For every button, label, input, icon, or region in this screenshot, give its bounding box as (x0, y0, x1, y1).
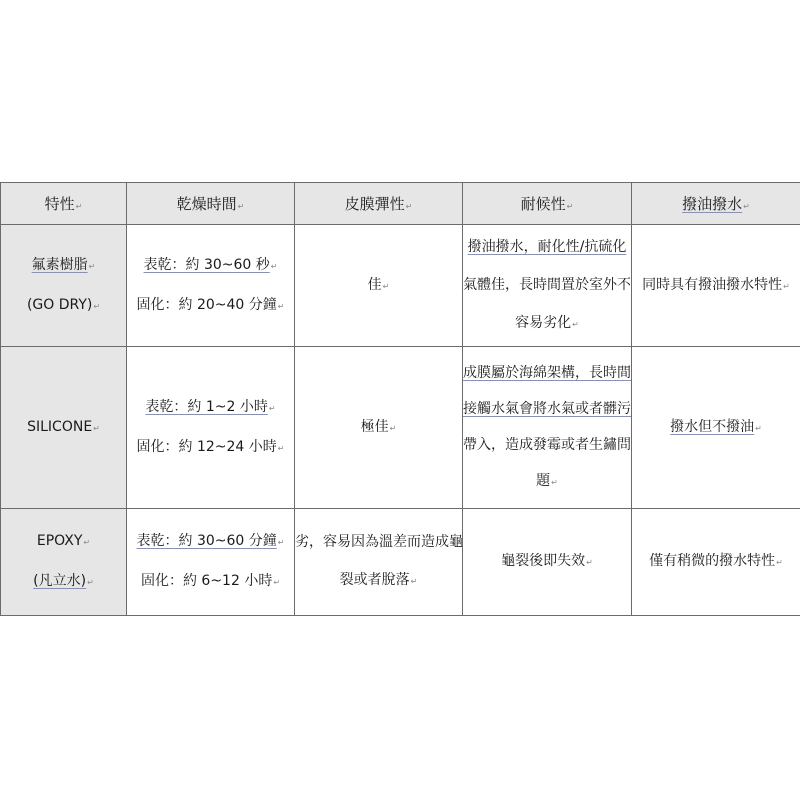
drying-cell: 表乾：約 30~60 分鐘↵ 固化：約 6~12 小時↵ (127, 509, 295, 616)
header-row (1, 183, 800, 225)
row-label-cell: EPOXY↵ (凡立水)↵ (1, 509, 127, 616)
repellency-cell: 僅有稍微的撥水特性↵ (632, 509, 800, 616)
weather-cell: 撥油撥水，耐化性/抗硫化 氣體佳，長時間置於室外不 容易劣化↵ (463, 225, 632, 347)
header-cell-film-elasticity: 皮膜彈性↵ (295, 183, 463, 225)
header-cell-oil-water-repellency: 撥油撥水↵ (632, 183, 800, 225)
elasticity-cell: 佳↵ (295, 225, 463, 347)
repellency-cell: 撥水但不撥油↵ (632, 347, 800, 509)
header-cell-weather-resistance: 耐候性↵ (463, 183, 632, 225)
repellency-cell: 同時具有撥油撥水特性↵ (632, 225, 800, 347)
table-row (1, 509, 800, 616)
table-row (1, 225, 800, 347)
row-label-cell: 氟素樹脂↵ (GO DRY)↵ (1, 225, 127, 347)
drying-cell: 表乾：約 30~60 秒↵ 固化：約 20~40 分鐘↵ (127, 225, 295, 347)
elasticity-cell: 劣，容易因為溫差而造成龜 裂或者脫落↵ (295, 509, 463, 616)
table-row (1, 347, 800, 509)
header-cell-property: 特性↵ (1, 183, 127, 225)
elasticity-cell: 極佳↵ (295, 347, 463, 509)
header-cell-drying-time: 乾燥時間↵ (127, 183, 295, 225)
weather-cell: 龜裂後即失效↵ (463, 509, 632, 616)
drying-cell: 表乾：約 1~2 小時↵ 固化：約 12~24 小時↵ (127, 347, 295, 509)
row-label-cell: SILICONE↵ (1, 347, 127, 509)
weather-cell: 成膜屬於海綿架構，長時間 接觸水氣會將水氣或者髒污 帶入，造成發霉或者生鏽問 題↵ (463, 347, 632, 509)
comparison-table (0, 182, 800, 616)
